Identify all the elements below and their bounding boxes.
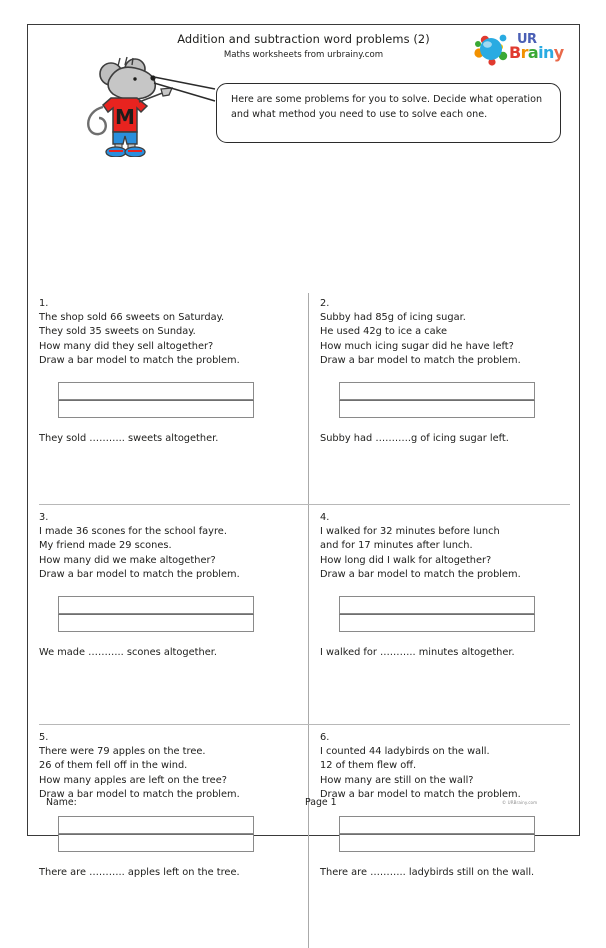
question-line: Draw a bar model to match the problem. [320, 569, 521, 581]
bar-model-bottom[interactable] [339, 400, 535, 418]
bar-model-bottom[interactable] [58, 614, 254, 632]
question-line: How much icing sugar did he have left? [320, 340, 514, 352]
question-line: There were 79 apples on the tree. [39, 745, 206, 757]
bar-model[interactable] [58, 596, 254, 632]
bar-model[interactable] [339, 596, 535, 632]
question-line: How long did I walk for altogether? [320, 554, 492, 566]
question-line: and for 17 minutes after lunch. [320, 540, 473, 552]
bar-model-top[interactable] [58, 382, 254, 400]
bar-model-bottom[interactable] [339, 834, 535, 852]
question-line: He used 42g to ice a cake [320, 326, 448, 338]
question-number: 4. [320, 512, 330, 523]
question-line: 26 of them fell off in the wind. [39, 760, 188, 772]
worksheet-page [27, 24, 580, 878]
question-line: 12 of them flew off. [320, 760, 417, 772]
bar-model-bottom[interactable] [58, 834, 254, 852]
question-2 [320, 297, 590, 446]
answer-statement[interactable]: They sold ……….. sweets altogether. [39, 432, 219, 444]
question-line: Draw a bar model to match the problem. [320, 789, 521, 801]
worksheet-header [28, 25, 579, 159]
question-text [39, 525, 309, 583]
page-subtitle: Maths worksheets from urbrainy.com [223, 50, 384, 60]
question-line: Draw a bar model to match the problem. [39, 355, 240, 367]
logo-text-ur: UR [517, 32, 537, 47]
page-number: Page 1 [305, 797, 337, 808]
question-text [39, 311, 309, 369]
copyright-notice: © URBrainy.com [502, 800, 538, 805]
question-4 [320, 511, 590, 660]
question-line: Draw a bar model to match the problem. [39, 789, 240, 801]
row-divider-1 [39, 504, 570, 505]
question-line: I walked for 32 minutes before lunch [320, 525, 500, 537]
answer-statement[interactable]: Subby had ………..g of icing sugar left. [320, 432, 509, 444]
question-line: Subby had 85g of icing sugar. [320, 311, 466, 323]
answer-statement[interactable]: We made ……….. scones altogether. [39, 646, 217, 658]
bar-model-bottom[interactable] [339, 614, 535, 632]
bar-model-top[interactable] [58, 596, 254, 614]
question-line: Draw a bar model to match the problem. [320, 355, 521, 367]
question-line: The shop sold 66 sweets on Saturday. [39, 311, 225, 323]
answer-statement[interactable]: There are ……….. apples left on the tree. [39, 866, 240, 878]
question-line: How many apples are left on the tree? [39, 774, 227, 786]
row-divider-2 [39, 724, 570, 725]
question-number: 5. [39, 732, 49, 743]
question-line: Draw a bar model to match the problem. [39, 569, 240, 581]
question-line: How many are still on the wall? [320, 774, 474, 786]
question-number: 3. [39, 512, 49, 523]
question-1 [39, 297, 309, 446]
answer-statement[interactable]: I walked for ……….. minutes altogether. [320, 646, 515, 658]
question-number: 1. [39, 298, 49, 309]
logo-text-brainy: Brainy [509, 43, 564, 62]
question-line: They sold 35 sweets on Sunday. [39, 326, 196, 338]
bar-model[interactable] [58, 382, 254, 418]
question-line: I made 36 scones for the school fayre. [39, 525, 227, 537]
name-field-label[interactable]: Name: [46, 797, 77, 808]
answer-statement[interactable]: There are ……….. ladybirds still on the wall. [320, 866, 535, 878]
worksheet-footer [28, 787, 579, 835]
question-line: My friend made 29 scones. [39, 540, 172, 552]
question-text [320, 311, 590, 369]
speech-bubble [216, 83, 561, 143]
speech-bubble-text: Here are some problems for you to solve. Decide what operation and what method you need to use to solve each one. [231, 94, 543, 120]
question-line: How many did we make altogether? [39, 554, 216, 566]
page-title: Addition and subtraction word problems (2) [177, 32, 430, 46]
bar-model[interactable] [339, 382, 535, 418]
bar-model-top[interactable] [339, 596, 535, 614]
question-text [320, 525, 590, 583]
question-line: How many did they sell altogether? [39, 340, 214, 352]
question-number: 2. [320, 298, 330, 309]
question-number: 6. [320, 732, 330, 743]
urbrainy-logo [473, 29, 573, 73]
bar-model-bottom[interactable] [58, 400, 254, 418]
svg-text:M: M [115, 105, 135, 129]
bar-model-top[interactable] [339, 382, 535, 400]
question-line: I counted 44 ladybirds on the wall. [320, 745, 490, 757]
question-3 [39, 511, 309, 660]
